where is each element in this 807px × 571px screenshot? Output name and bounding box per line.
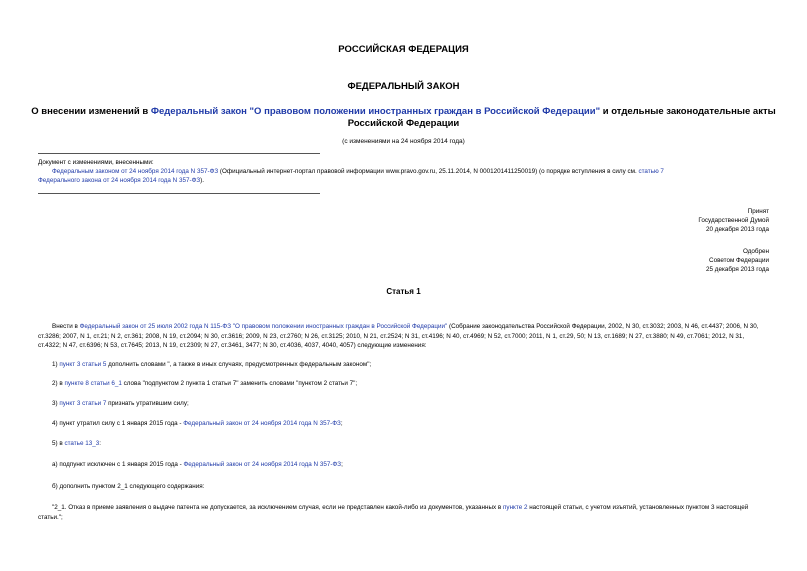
item-5 — [38, 439, 768, 449]
changes-entry — [38, 167, 778, 176]
accepted-by: Государственной Думой — [698, 217, 769, 224]
changes-text-end: ). — [200, 177, 205, 184]
item-4-end: ; — [340, 420, 343, 427]
law-title — [30, 106, 777, 129]
title-law-link[interactable]: Федеральный закон "О правовом положении иностранных граждан в Российской Федерации" — [150, 106, 601, 117]
item-2 — [38, 379, 768, 389]
changes-article-link[interactable]: статью 7 — [638, 168, 664, 175]
item-5-num: 5) в — [52, 440, 65, 447]
subitem-a-end: ; — [341, 461, 343, 468]
adoption-duma — [698, 207, 769, 234]
changes-entry-cont — [38, 176, 778, 185]
item-1 — [38, 360, 768, 370]
changes-heading: Документ с изменениями, внесенными: — [38, 159, 154, 166]
item-3-num: 3) — [52, 400, 60, 407]
title-suffix-line2: Российской Федерации — [347, 117, 460, 129]
changes-law-link[interactable]: Федеральным законом от 24 ноября 2014 года N 357-ФЗ — [52, 168, 219, 175]
item-2-text: слова "подпунктом 2 пункта 1 статьи 7" заменить словами "пунктом 2 статьи 7"; — [121, 380, 358, 387]
intro-text: (Собрание законодательства Российской Федерации, 2002, N 30, ст.3032; 2003, N 46, ст.4437; 2006, N 30, ст.3286; 2007, N 1, ст.21; N 2, ст.361; 2008, N 19, ст.2094; N 30, ст.3616; 2009, N 23, ст.2760; N 26, ст.3125; 2010, N 21, ст.2524; N 31, ст.4196; N 40, ст.4969; N 52, ст.7000; 2011, N 1, ст.29, 50; N 13, ст.1689; N 27, ст.3880; N 49, ст.7061; 2012, N 31, ст.4322; N 47, ст.6396; N 53, ст.7645; 2013, N 19, ст.2309; N 27, ст.3461, 3477; N 30, ст.4036, 4037, 4040, 4057) следующие изменения: — [38, 323, 759, 350]
accepted-date: 20 декабря 2013 года — [706, 226, 769, 233]
intro-law-title-link[interactable]: "О правовом положении иностранных граждан в Российской Федерации" — [231, 323, 448, 330]
item-4 — [38, 419, 768, 429]
item-1-link[interactable]: пункт 3 статьи 5 — [59, 361, 107, 368]
changes-block — [38, 158, 778, 185]
changes-law-link-2[interactable]: Федерального закона от 24 ноября 2014 года N 357-ФЗ — [38, 177, 201, 184]
title-suffix: и отдельные законодательные акты — [600, 106, 776, 117]
quote-link[interactable]: пункте 2 — [503, 504, 528, 511]
country-heading: РОССИЙСКАЯ ФЕДЕРАЦИЯ — [338, 44, 469, 55]
article-title: Статья 1 — [386, 287, 421, 296]
item-1-text: дополнить словами ", а также в иных случаях, предусмотренных федеральным законом"; — [106, 361, 372, 368]
quote-text: "2_1. Отказ в приеме заявления о выдаче патента не допускается, за исключением случая, если не представлен какой-либо из документов, указанных в — [52, 504, 504, 511]
subitem-a — [38, 460, 768, 470]
item-2-num: 2) в — [52, 380, 65, 387]
quote-paragraph — [38, 503, 768, 522]
accepted-label: Принят — [747, 208, 769, 215]
item-5-end: : — [99, 440, 101, 447]
adoption-council — [706, 247, 769, 274]
intro-prefix: Внести в — [52, 323, 80, 330]
item-3 — [38, 399, 768, 409]
doc-type-heading: ФЕДЕРАЛЬНЫЙ ЗАКОН — [347, 81, 460, 92]
title-prefix: О внесении изменений в — [31, 106, 151, 117]
item-4-text: 4) пункт утратил силу с 1 января 2015 года - — [52, 420, 184, 427]
item-2-link[interactable]: пункте 8 статьи 6_1 — [64, 380, 122, 387]
article-intro — [38, 322, 768, 351]
subitem-a-text: а) подпункт исключен с 1 января 2015 года - — [52, 461, 184, 468]
quote-text-end: настоящей статьи, с учетом изъятий, установленных пунктом 3 настоящей статьи."; — [38, 504, 749, 521]
intro-law-link[interactable]: Федеральный закон от 25 июля 2002 года N 115-ФЗ — [79, 323, 231, 330]
item-1-num: 1) — [52, 361, 60, 368]
approved-date: 25 декабря 2013 года — [706, 266, 769, 273]
item-5-link[interactable]: статье 13_3 — [64, 440, 100, 447]
approved-by: Советом Федерации — [709, 257, 769, 264]
divider-bottom — [38, 193, 320, 194]
changes-text: (Официальный интернет-портал правовой информации www.pravo.gov.ru, 25.11.2014, N 0001201411250019) (о порядке вступления в силу см. — [218, 168, 639, 175]
revision-note: (с изменениями на 24 ноября 2014 года) — [342, 138, 465, 145]
item-3-text: признать утратившим силу; — [106, 400, 189, 407]
item-3-link[interactable]: пункт 3 статьи 7 — [59, 400, 107, 407]
approved-label: Одобрен — [742, 248, 769, 255]
subitem-a-link[interactable]: Федеральный закон от 24 ноября 2014 года N 357-ФЗ — [183, 461, 342, 468]
divider-top — [38, 153, 320, 154]
subitem-b: б) дополнить пунктом 2_1 следующего содержания: — [52, 483, 205, 490]
item-4-link[interactable]: Федеральный закон от 24 ноября 2014 года N 357-ФЗ — [183, 420, 341, 427]
